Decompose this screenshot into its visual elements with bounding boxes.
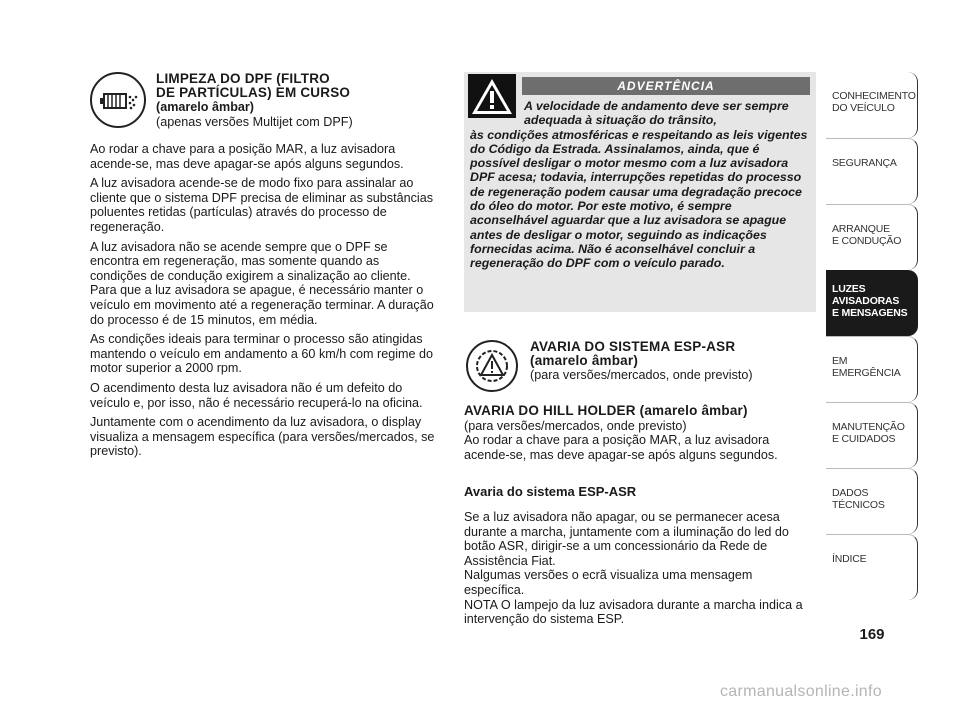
esp-asr-note: (para versões/mercados, onde previsto)	[530, 368, 753, 382]
esp-asr-fault-note: NOTA O lampejo da luz avisadora durante a marcha indica a intervenção do sistema ESP.	[464, 597, 803, 627]
esp-asr-fault-subtitle: Avaria do sistema ESP-ASR	[464, 484, 637, 499]
dpf-paragraph: Juntamente com o acendimento da luz avisadora, o display visualiza a mensagem específica (para versões/mercados, se previsto).	[90, 415, 435, 459]
esp-asr-fault-text: Se a luz avisadora não apagar, ou se permanecer acesa durante a marcha, juntamente com a iluminação do led do botão ASR, dirigir-se a um concessionário da Rede de Assistência Fiat.	[464, 510, 789, 568]
hill-holder-title: AVARIA DO HILL HOLDER	[464, 403, 636, 418]
tab-label: SEGURANÇA	[832, 157, 897, 169]
dpf-paragraph: As condições ideais para terminar o processo são atingidas mantendo o veículo em andamento a 60 km/h com regime do motor superior a 2000 rpm.	[90, 332, 434, 376]
tab-label: AVISADORAS	[832, 295, 900, 307]
warning-label: ADVERTÊNCIA	[522, 77, 810, 95]
tab-label: EM EMERGÊNCIA	[832, 355, 901, 379]
dpf-body	[90, 142, 438, 464]
page-number: 169	[859, 626, 885, 643]
warning-text-rest: às condições atmosféricas e respeitando as leis vigentes do Código da Estrada. Assinalamos, ainda, que é possível desligar o motor mesmo com a luz avisadora DPF acesa; todavia, interrupções repetidas do processo de regeneração podem causar uma degradação precoce do óleo do motor. Por este motivo, é sempre aconselhável aguardar que a luz avisadora se apague antes de desligar o motor, seguindo as indicações fornecidas acima. Não é aconselhável concluir a regeneração do DPF com o veículo parado.	[470, 127, 808, 271]
esp-asr-fault-text: Nalgumas versões o ecrã visualiza uma mensagem específica.	[464, 568, 753, 597]
dpf-heading	[156, 72, 438, 129]
dpf-title-line2: DE PARTÍCULAS) EM CURSO	[156, 85, 351, 100]
tab-label: ÍNDICE	[832, 553, 867, 565]
tab-label: ARRANQUE	[832, 223, 890, 235]
esp-asr-heading	[530, 340, 810, 383]
watermark: carmanualsonline.info	[720, 683, 882, 700]
hill-holder-section	[464, 404, 816, 462]
dpf-paragraph: O acendimento desta luz avisadora não é um defeito do veículo e, por isso, não é necessário recuperá-lo na oficina.	[90, 380, 423, 410]
tab-manutencao-e-cuidados[interactable]	[826, 402, 918, 468]
hill-holder-text: Ao rodar a chave para a posição MAR, a luz avisadora acende-se, mas deve apagar-se após alguns segundos.	[464, 433, 778, 462]
dpf-title-line1: LIMPEZA DO DPF (FILTRO	[156, 71, 330, 86]
tab-label: LUZES	[832, 283, 866, 295]
hill-holder-color: (amarelo âmbar)	[635, 403, 748, 418]
tab-em-emergencia[interactable]	[826, 336, 918, 402]
tab-luzes-avisadoras-e-mensagens[interactable]	[826, 270, 918, 336]
tab-label: E MENSAGENS	[832, 307, 908, 319]
tab-label: DADOS	[832, 487, 869, 499]
warning-text-first: A velocidade de andamento deve ser sempre adequada à situação do trânsito,	[524, 99, 789, 128]
tab-label: E CUIDADOS	[832, 433, 896, 445]
warning-text	[470, 99, 812, 271]
esp-asr-fault-body	[464, 510, 816, 627]
chapter-tabs	[826, 72, 918, 600]
esp-asr-warning-icon	[466, 340, 518, 392]
tab-label: DO VEÍCULO	[832, 102, 895, 114]
dpf-title-color: (amarelo âmbar)	[156, 100, 254, 114]
esp-asr-title: AVARIA DO SISTEMA ESP-ASR	[530, 339, 736, 354]
tab-dados-tecnicos[interactable]	[826, 468, 918, 534]
tab-label: CONHECIMENTO	[832, 90, 916, 102]
tab-seguranca[interactable]	[826, 138, 918, 204]
tab-label: MANUTENÇÃO	[832, 421, 905, 433]
tab-label: TÉCNICOS	[832, 499, 885, 511]
tab-label: E CONDUÇÃO	[832, 235, 902, 247]
tab-arranque-e-conducao[interactable]	[826, 204, 918, 270]
dpf-paragraph: Ao rodar a chave para a posição MAR, a luz avisadora acende-se, mas deve apagar-se após alguns segundos.	[90, 142, 404, 171]
dpf-title-note: (apenas versões Multijet com DPF)	[156, 114, 353, 129]
esp-asr-color: (amarelo âmbar)	[530, 353, 639, 368]
dpf-warning-icon	[90, 72, 146, 128]
dpf-paragraph: A luz avisadora acende-se de modo fixo para assinalar ao cliente que o sistema DPF precisa de eliminar as substâncias poluentes retidas (partículas) através do processo de regeneração.	[90, 176, 433, 234]
tab-conhecimento-do-veiculo[interactable]	[826, 72, 918, 138]
dpf-paragraph: A luz avisadora não se acende sempre que o DPF se encontra em regeneração, mas somente quando as condições de condução exigirem a sinalização ao cliente. Para que a luz avisadora se apague, é necessário manter o veículo em movimento até a regeneração terminar. A duração do processo é de 15 minutos, em média.	[90, 239, 434, 327]
tab-indice[interactable]	[826, 534, 918, 600]
hill-holder-note: (para versões/mercados, onde previsto)	[464, 418, 687, 433]
